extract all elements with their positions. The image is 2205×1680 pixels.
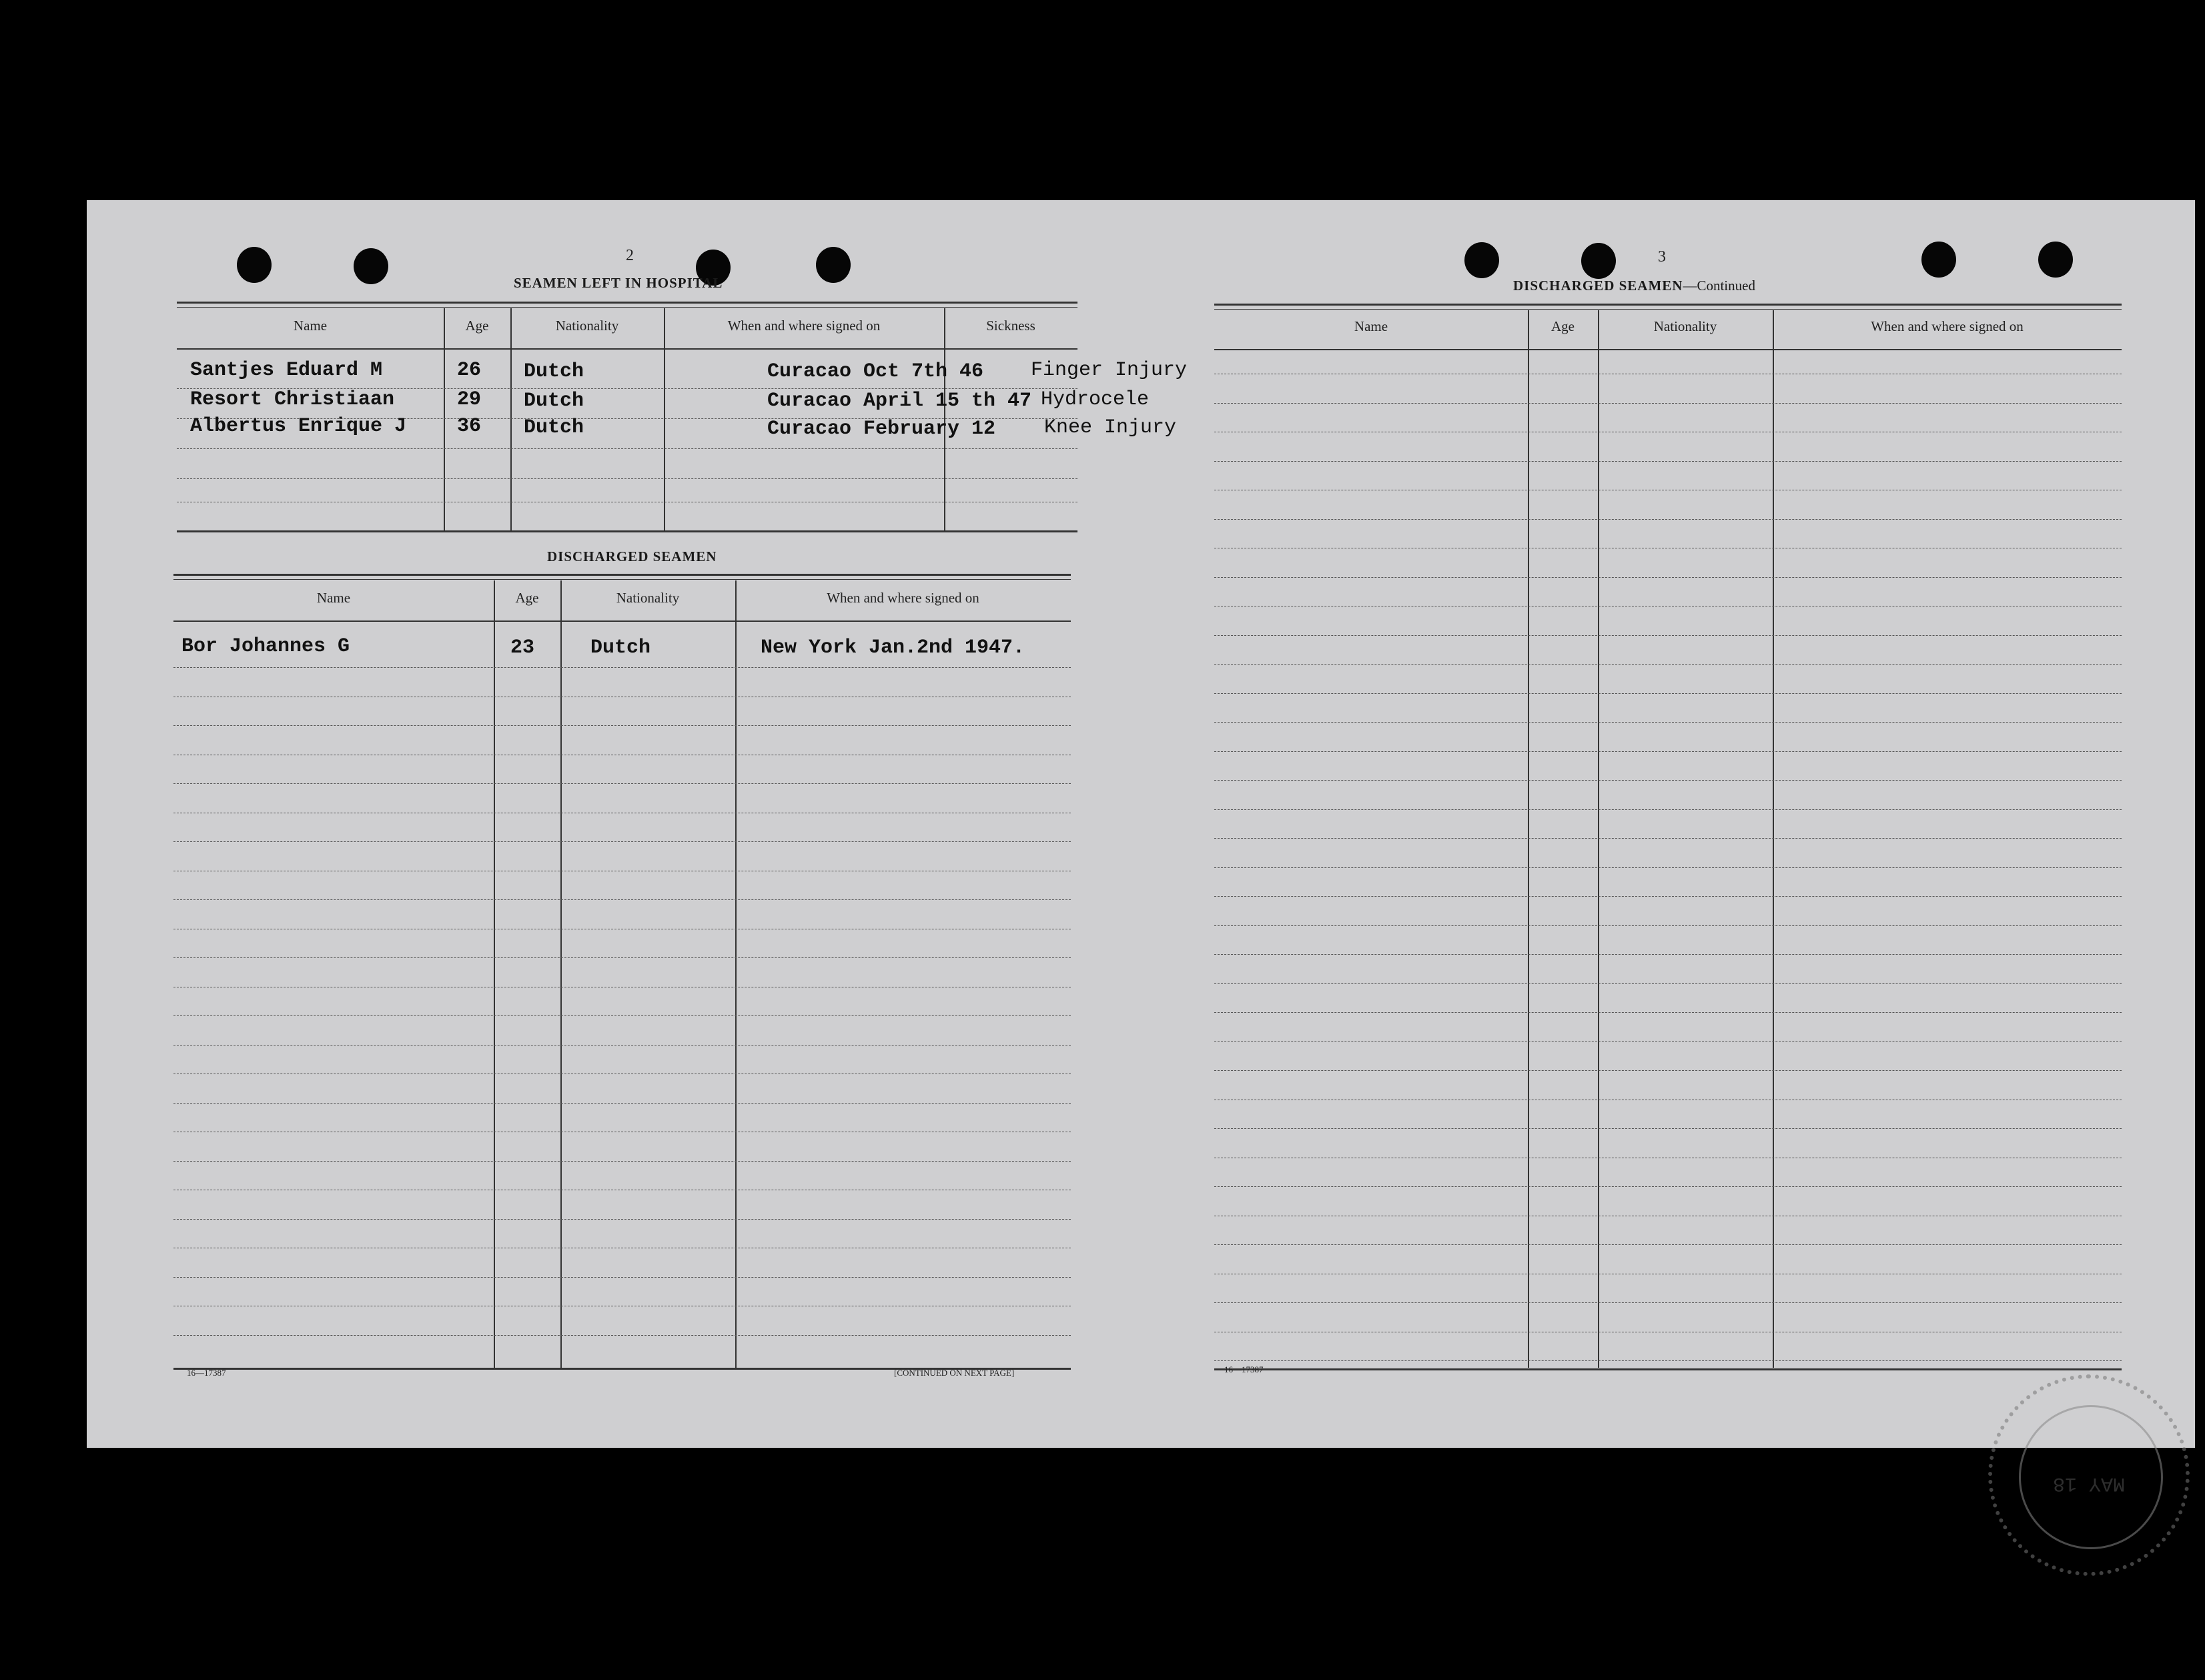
- ledger-paper: [87, 200, 2195, 1495]
- ruled-line: [173, 1015, 1071, 1016]
- punch-hole-7: [1921, 242, 1956, 278]
- hospital-row-1-name: Santjes Eduard M: [190, 359, 383, 382]
- ruled-line: [1214, 519, 2122, 520]
- left-form-number: 16—17387: [187, 1368, 226, 1378]
- discharged-header-age: Age: [515, 590, 539, 606]
- hospital-header-age: Age: [465, 318, 489, 334]
- hospital-row-3-name: Albertus Enrique J: [190, 415, 407, 438]
- right-discharged-table: [1214, 304, 2122, 1444]
- right-header-name: Name: [1354, 318, 1388, 334]
- ruled-line: [1214, 1070, 2122, 1071]
- ruled-line: [1214, 1012, 2122, 1013]
- punch-hole-6: [1581, 243, 1616, 279]
- hospital-section-title: SEAMEN LEFT IN HOSPITAL: [514, 275, 723, 291]
- ruled-line: [1214, 635, 2122, 636]
- hospital-row-2-name: Resort Christiaan: [190, 388, 395, 411]
- ruled-line: [173, 1103, 1071, 1104]
- ruled-line: [173, 725, 1071, 726]
- ruled-line: [173, 1161, 1071, 1162]
- ruled-line: [1214, 983, 2122, 984]
- ruled-line: [1214, 1302, 2122, 1303]
- discharged-header-nationality: Nationality: [616, 590, 680, 606]
- ruled-line: [1214, 954, 2122, 955]
- ruled-line: [1214, 809, 2122, 810]
- date-stamp-text: MAY 18: [2052, 1472, 2126, 1495]
- right-header-signed-on: When and where signed on: [1871, 318, 2024, 334]
- hospital-row-1-signed-on: Curacao Oct 7th 46: [767, 360, 984, 383]
- ruled-line: [1214, 403, 2122, 404]
- ruled-line: [173, 841, 1071, 842]
- discharged-header-signed-on: When and where signed on: [827, 590, 979, 606]
- ruled-line: [1214, 1186, 2122, 1187]
- punch-hole-1: [237, 247, 272, 283]
- right-header-age: Age: [1551, 318, 1575, 334]
- hospital-row-3-nationality: Dutch: [524, 416, 584, 439]
- date-stamp: [1988, 1374, 2190, 1576]
- discharged-header-name: Name: [316, 590, 351, 606]
- hospital-header-nationality: Nationality: [555, 318, 619, 334]
- ruled-line: [1214, 693, 2122, 694]
- hospital-row-1-age: 26: [457, 359, 482, 382]
- punch-hole-5: [1464, 242, 1499, 278]
- punch-hole-8: [2038, 242, 2073, 278]
- hospital-row-1-nationality: Dutch: [524, 360, 584, 383]
- discharged-row-1-age: 23: [510, 637, 535, 659]
- discharged-row-1-nationality: Dutch: [590, 637, 651, 659]
- hospital-row-3-age: 36: [457, 415, 482, 438]
- discharged-row-1-name: Bor Johannes G: [181, 635, 350, 658]
- hospital-header-sickness: Sickness: [986, 318, 1035, 334]
- right-form-number: 16—17387: [1224, 1364, 1264, 1374]
- hospital-header-name: Name: [293, 318, 328, 334]
- hospital-row-2-age: 29: [457, 388, 482, 411]
- ruled-line: [1214, 896, 2122, 897]
- ruled-line: [1214, 577, 2122, 578]
- ruled-line: [1214, 838, 2122, 839]
- hospital-header-signed-on: When and where signed on: [727, 318, 881, 334]
- discharged-row-1-signed-on: New York Jan.2nd 1947.: [761, 637, 1025, 659]
- continued-note: [CONTINUED ON NEXT PAGE]: [894, 1368, 1015, 1378]
- discharged-section-title: DISCHARGED SEAMEN: [547, 548, 717, 564]
- punch-hole-4: [816, 247, 851, 283]
- ruled-line: [1214, 1244, 2122, 1245]
- ruled-line: [1214, 751, 2122, 752]
- hospital-row-2-signed-on: Curacao April 15 th 47: [767, 390, 1032, 412]
- discharged-table: [173, 574, 1071, 1461]
- ruled-line: [1214, 664, 2122, 665]
- ruled-line: [173, 1335, 1071, 1336]
- hospital-row-2-sickness: Hydrocele: [1041, 388, 1150, 411]
- punch-hole-2: [354, 248, 388, 284]
- ruled-line: [1214, 780, 2122, 781]
- ruled-line: [1214, 867, 2122, 868]
- ruled-line: [1214, 1360, 2122, 1361]
- right-section-title: [1513, 278, 1755, 294]
- ruled-line: [173, 957, 1071, 958]
- ruled-line: [173, 1277, 1071, 1278]
- hospital-row-2-nationality: Dutch: [524, 390, 584, 412]
- ruled-line: [173, 1219, 1071, 1220]
- hospital-row-3-sickness: Knee Injury: [1044, 416, 1177, 439]
- right-section-title-suffix: —Continued: [1683, 278, 1755, 294]
- ruled-line: [173, 899, 1071, 900]
- ruled-line: [1214, 1041, 2122, 1042]
- right-section-title-main: DISCHARGED SEAMEN: [1513, 278, 1683, 294]
- right-page-number: 3: [1658, 248, 1666, 266]
- ruled-line: [1214, 925, 2122, 926]
- ruled-line: [173, 667, 1071, 668]
- ruled-line: [173, 783, 1071, 784]
- hospital-table: [177, 302, 1188, 532]
- ruled-line: [1214, 461, 2122, 462]
- right-header-nationality: Nationality: [1653, 318, 1717, 334]
- hospital-row-1-sickness: Finger Injury: [1031, 359, 1188, 382]
- hospital-row-3-signed-on: Curacao February 12: [767, 418, 996, 440]
- left-page-number: 2: [626, 247, 634, 264]
- ruled-line: [1214, 722, 2122, 723]
- ruled-line: [1214, 1128, 2122, 1129]
